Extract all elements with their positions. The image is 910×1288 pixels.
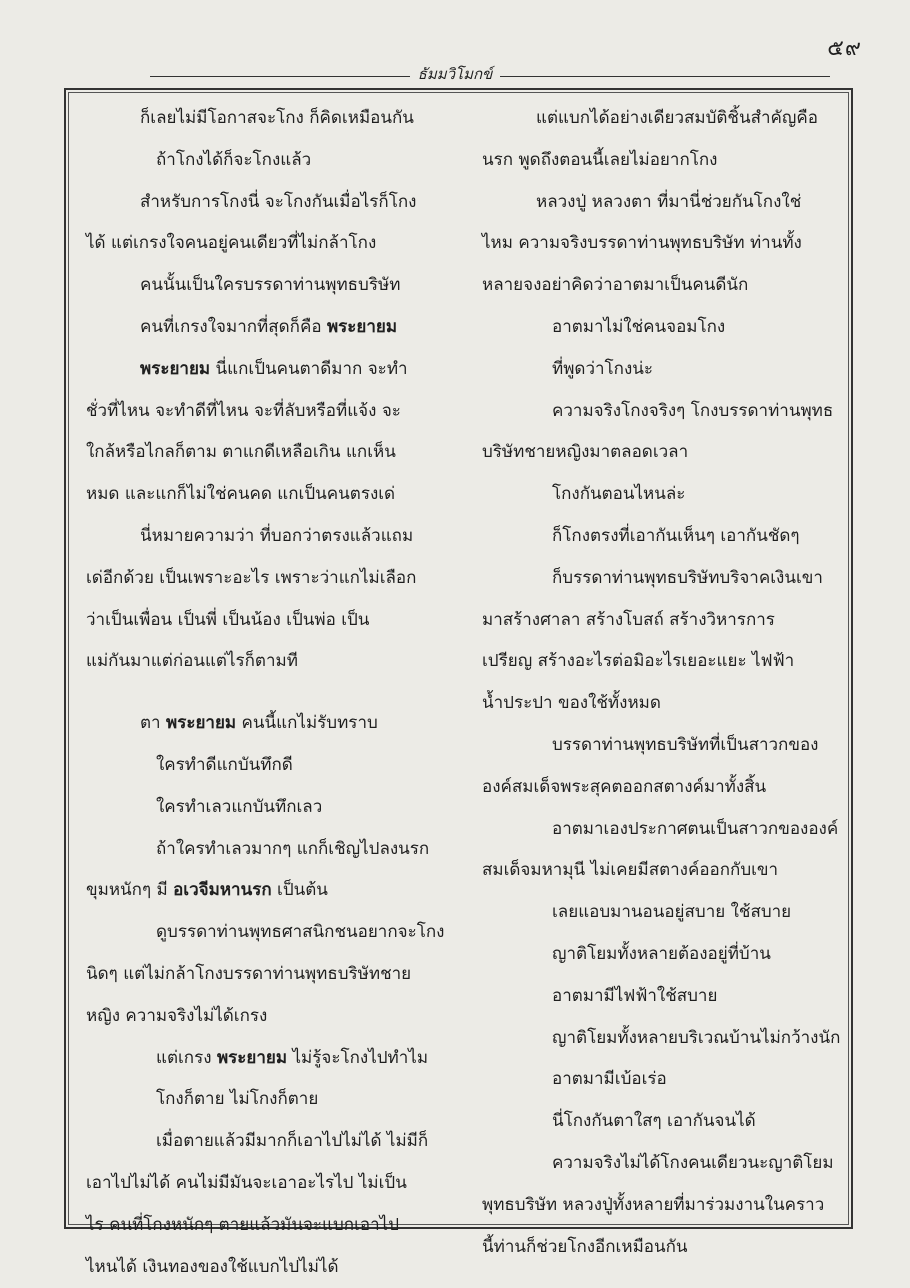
text-line — [86, 745, 454, 787]
line-text: นี่หมายความว่า ที่บอกว่าตรงแล้วแถม — [140, 525, 414, 546]
text-line — [482, 391, 838, 433]
text-line — [482, 1143, 838, 1185]
line-text: ก็บรรดาท่านพุทธบริษัทบริจาคเงินเขา — [552, 567, 823, 588]
line-text: ดูบรรดาท่านพุทธศาสนิกชนอยากจะโกง — [156, 922, 445, 943]
text-line: ขุมหนักๆ มี อเวจีมหานรก เป็นต้น — [86, 880, 328, 901]
line-text: ไร คนที่โกงหนักๆ ตายแล้วมันจะแบกเอาไป — [86, 1214, 399, 1235]
text-line — [86, 182, 454, 224]
bold-term: พระยายม — [166, 713, 237, 734]
line-text: มาสร้างศาลา สร้างโบสถ์ สร้างวิหารการ — [482, 609, 775, 630]
text-line — [86, 1079, 454, 1121]
text-line — [482, 307, 838, 349]
line-text: หญิง ความจริงไม่ได้เกรง — [86, 1005, 268, 1026]
text-line: ตา พระยายม คนนี้แกไม่รับทราบ — [140, 713, 378, 734]
text-line — [482, 432, 838, 474]
line-text: สมเด็จมหามุนี ไม่เคยมีสตางค์ออกกับเขา — [482, 860, 779, 881]
line-text: นี้ท่านก็ช่วยโกงอีกเหมือนกัน — [482, 1236, 688, 1257]
line-text: โกงกันตอนไหนล่ะ — [552, 484, 686, 505]
text-line — [482, 641, 838, 683]
text-line — [482, 1018, 841, 1060]
bold-term: พระยายม — [326, 316, 398, 337]
text-line — [482, 140, 838, 182]
text-line — [86, 600, 454, 642]
text-line — [86, 954, 454, 996]
line-text: ถ้าใครทำเลวมากๆ แกก็เชิญไปลงนรก — [156, 838, 430, 859]
text-line — [86, 1121, 454, 1163]
left-column — [86, 98, 454, 1288]
line-text: พุทธบริษัท หลวงปู่ทั้งหลายที่มาร่วมงานในคราว — [482, 1194, 825, 1215]
line-text: ก็เลยไม่มีโอกาสจะโกง ก็คิดเหมือนกัน — [140, 108, 414, 128]
line-text: หลายจงอย่าคิดว่าอาตมาเป็นคนดีนัก — [482, 275, 749, 296]
line-text: ก็โกงตรงที่เอากันเห็นๆ เอากันชัดๆ — [552, 525, 800, 546]
page-number: ๕๙ — [827, 36, 862, 61]
text-line — [482, 1227, 838, 1269]
line-text: เอาไปไม่ได้ คนไม่มีมันจะเอาอะไรไป ไม่เป็น — [86, 1172, 407, 1193]
text-line: พระยายม นี่แกเป็นคนตาดีมาก จะทำ — [140, 358, 408, 379]
line-text: สำหรับการโกงนี่ จะโกงกันเมื่อไรก็โกง — [140, 191, 417, 212]
line-text: ญาติโยมทั้งหลายบริเวณบ้านไม่กว้างนัก — [552, 1027, 841, 1048]
running-head — [0, 62, 910, 86]
text-line — [482, 223, 838, 265]
line-text: โกงก็ตาย ไม่โกงก็ตาย — [156, 1089, 319, 1110]
text-line — [482, 1101, 838, 1143]
line-text: หลวงปู่ หลวงตา ที่มานี่ช่วยกันโกงใช่ — [536, 191, 802, 212]
text-line — [86, 223, 454, 265]
text-line — [86, 98, 454, 140]
line-text: บริษัทชายหญิงมาตลอดเวลา — [482, 442, 689, 463]
line-text: เด่อีกด้วย เป็นเพราะอะไร เพราะว่าแกไม่เลือก — [86, 567, 417, 588]
line-text: ไหนได้ เงินทองของใช้แบกไปไม่ได้ — [86, 1256, 339, 1277]
text-line — [86, 558, 454, 600]
bold-term: พระยายม — [140, 358, 211, 379]
line-text: แม่กันมาแต่ก่อนแต่ไรก็ตามที — [86, 651, 298, 672]
line-text: ใครทำเลวแกบันทึกเลว — [156, 796, 323, 817]
text-line — [86, 1247, 454, 1288]
line-text: เปรียญ สร้างอะไรต่อมิอะไรเยอะแยะ ไฟฟ้า — [482, 651, 795, 672]
text-line — [86, 140, 454, 182]
line-text: เมื่อตายแล้วมีมากก็เอาไปไม่ได้ ไม่มีก็ — [156, 1131, 429, 1152]
text-line — [482, 474, 838, 516]
text-line — [482, 809, 838, 851]
text-line — [482, 976, 838, 1018]
line-text: ความจริงไม่ได้โกงคนเดียวนะญาติโยม — [552, 1152, 834, 1173]
line-text: ชั่วที่ไหน จะทำดีที่ไหน จะที่ลับหรือที่แจ้ง จะ — [86, 400, 401, 421]
text-line — [86, 432, 454, 474]
line-text: คนนั้นเป็นใครบรรดาท่านพุทธบริษัท — [140, 275, 401, 296]
line-text: อาตมามีไฟฟ้าใช้สบาย — [552, 985, 718, 1006]
line-text: เลยแอบมานอนอยู่สบาย ใช้สบาย — [552, 902, 792, 923]
line-text: อาตมามีเบ้อเร่อ — [552, 1069, 667, 1090]
line-text: น้ำประปา ของใช้ทั้งหมด — [482, 693, 661, 714]
bold-term: อเวจีมหานรก — [173, 880, 272, 901]
line-text: แต่แบกได้อย่างเดียวสมบัติชิ้นสำคัญคือ — [536, 108, 818, 128]
text-line — [482, 850, 838, 892]
line-text: อาตมาไม่ใช่คนจอมโกง — [552, 316, 726, 337]
text-line — [482, 98, 838, 140]
bold-term: พระยายม — [216, 1047, 288, 1068]
text-line: แต่เกรง พระยายม ไม่รู้จะโกงไปทำไม — [156, 1047, 429, 1068]
line-text: นรก พูดถึงตอนนี้เลยไม่อยากโกง — [482, 149, 718, 170]
line-text: ไหม ความจริงบรรดาท่านพุทธบริษัท ท่านทั้ง — [482, 233, 802, 254]
text-line — [86, 391, 454, 433]
line-text: องค์สมเด็จพระสุคตออกสตางค์มาทั้งสิ้น — [482, 776, 767, 797]
text-line — [482, 182, 838, 224]
text-line — [482, 265, 838, 307]
text-line — [482, 600, 838, 642]
line-text: ใกล้หรือไกลก็ตาม ตาแกดีเหลือเกิน แกเห็น — [86, 442, 396, 463]
text-line — [86, 641, 454, 683]
line-text: ได้ แต่เกรงใจคนอยู่คนเดียวที่ไม่กล้าโกง — [86, 233, 377, 254]
line-text: ความจริงโกงจริงๆ โกงบรรดาท่านพุทธ — [552, 400, 834, 421]
text-line — [86, 829, 454, 871]
text-line — [482, 516, 838, 558]
text-line — [86, 912, 454, 954]
text-line — [482, 892, 838, 934]
line-text: หมด และแกก็ไม่ใช่คนคด แกเป็นคนตรงเด่ — [86, 484, 396, 505]
line-text: ว่าเป็นเพื่อน เป็นพี่ เป็นน้อง เป็นพ่อ เป็น — [86, 609, 370, 630]
text-line — [86, 787, 454, 829]
line-text: ใครทำดีแกบันทึกดี — [156, 754, 293, 775]
line-text: คนที่เกรงใจมากที่สุดก็คือ — [140, 316, 322, 337]
text-line — [482, 349, 838, 391]
text-line — [86, 516, 454, 558]
right-column — [482, 98, 841, 1268]
running-head-title: ธัมมวิโมกข์ — [410, 65, 501, 83]
text-line — [86, 996, 454, 1038]
text-line — [482, 1185, 838, 1227]
text-line — [86, 474, 454, 516]
line-text: ญาติโยมทั้งหลายต้องอยู่ที่บ้าน — [552, 943, 771, 964]
text-line — [86, 1205, 454, 1247]
text-line — [86, 307, 454, 349]
text-line — [482, 725, 838, 767]
line-text: บรรดาท่านพุทธบริษัทที่เป็นสาวกของ — [552, 734, 819, 755]
text-line — [482, 767, 838, 809]
text-line — [86, 265, 454, 307]
text-line — [482, 558, 838, 600]
line-text: อาตมาเองประกาศตนเป็นสาวกขององค์ — [552, 818, 839, 839]
line-text: ที่พูดว่าโกงน่ะ — [552, 358, 654, 379]
text-line — [482, 934, 838, 976]
line-text: ถ้าโกงได้ก็จะโกงแล้ว — [156, 149, 312, 170]
line-text: นี่โกงกันตาใสๆ เอากันจนได้ — [552, 1111, 756, 1132]
text-line — [482, 683, 838, 725]
text-line — [86, 1163, 454, 1205]
line-text: นิดๆ แต่ไม่กล้าโกงบรรดาท่านพุทธบริษัทชาย — [86, 963, 412, 984]
text-line — [482, 1059, 838, 1101]
